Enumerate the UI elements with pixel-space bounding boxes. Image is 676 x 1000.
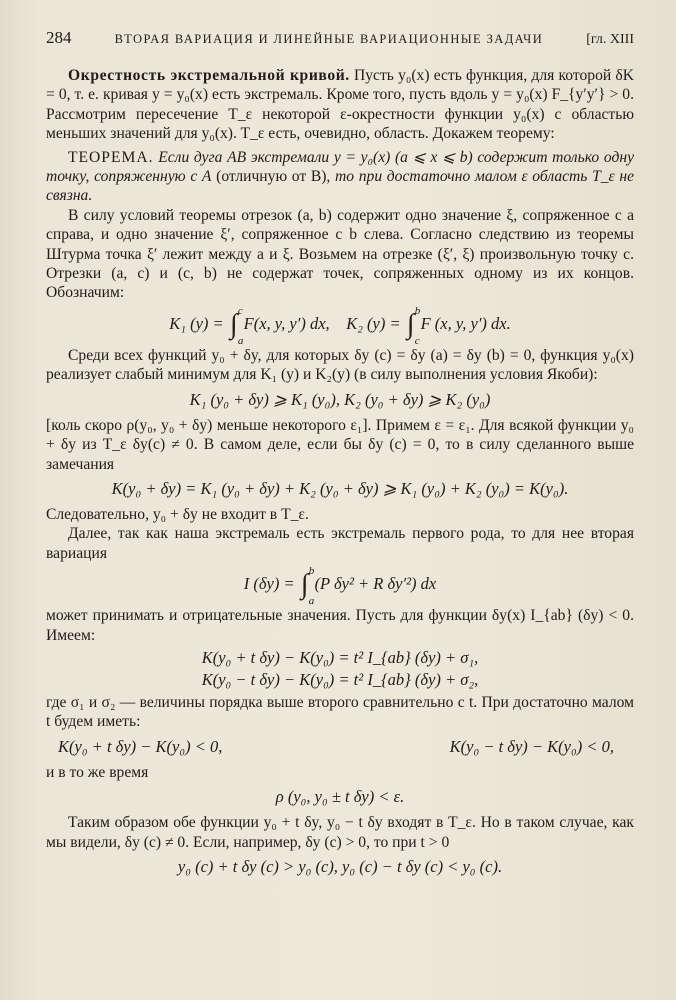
theorem-text-a: Если дуга AB экстремали y = y₀(x) (a ⩽ x ⩽ b) содержит только одну точку, сопряженную с A — [46, 148, 634, 186]
integral-sign: ∫ c a — [230, 314, 238, 336]
equation-last: y₀ (c) + t δy (c) > y₀ (c), y₀ (c) − t δy (c) < y₀ (c). — [177, 856, 503, 876]
proof-paragraph-7: где σ₁ и σ₂ — величины порядка выше второго сравнительно с t. При достаточно малом t будем иметь: — [46, 693, 634, 731]
integral-sign: ∫ b c — [407, 314, 415, 336]
page-header — [46, 28, 634, 48]
theorem-text-b: (отличную от B), — [216, 168, 331, 186]
equation-sum: K(y₀ + δy) = K₁ (y₀ + δy) + K₂ (y₀ + δy) ⩾ K₁ (y₀) + K₂ (y₀) = K(y₀). — [111, 478, 569, 498]
proof-paragraph-1: В силу условий теоремы отрезок (a, b) содержит одно значение ξ, сопряженное с a справа, и одно значение ξ′, сопряженное с b слева. Согласно следствию из теоремы Штурма точка ξ′ лежит между a и ξ. Возьмем на отрезке (ξ′, ξ) произвольную точку c. Отрезки (a, c) и (c, b) не содержат точек, сопряженных одному из их концов. Обозначим: — [46, 206, 634, 302]
theorem-text-c: то при достаточно малом ε область T_ε не связна. — [46, 168, 634, 205]
proof-paragraph-9: Таким образом обе функции y₀ + t δy, y₀ − t δy входят в T_ε. Но в таком случае, как мы видели, δy (c) ≠ 0. Если, например, δy (c) > 0, то при t > 0 — [46, 814, 634, 851]
section-paragraph — [46, 66, 634, 144]
proof-paragraph-3: [коль скоро ρ(y₀, y₀ + δy) меньше некоторого ε₁]. Примем ε = ε₁. Для всякой функции y₀ + δy из T_ε δy(c) ≠ 0. В самом деле, если бы δy (c) = 0, то в силу сделанного выше замечания — [46, 416, 634, 473]
running-title: ВТОРАЯ ВАРИАЦИЯ И ЛИНЕЙНЫЕ ВАРИАЦИОННЫЕ ЗАДАЧИ — [114, 32, 544, 46]
equation-k1-k2 — [46, 304, 634, 347]
equation-expansion-1: K(y₀ + t δy) − K(y₀) = t² I_{ab} (δy) + σ₁, — [201, 647, 479, 667]
equation-negative-pair — [46, 736, 634, 758]
equation-expansion-2: K(y₀ − t δy) − K(y₀) = t² I_{ab} (δy) + σ₂, — [201, 669, 479, 689]
section-title: Окрестность экстремальной кривой. — [68, 67, 350, 84]
equation-rho: ρ (y₀, y₀ ± t δy) < ε. — [275, 787, 405, 807]
theorem-label: ТЕОРЕМА. — [68, 148, 154, 166]
theorem-paragraph — [46, 148, 634, 206]
eq-k1-upper: c — [237, 304, 243, 317]
proof-paragraph-8: и в то же время — [46, 763, 149, 781]
eq-second-lhs: I (δy) = — [243, 574, 295, 594]
eq-k1-lhs: K₁ (y) = — [169, 313, 224, 333]
integral-sign: ∫ b a — [301, 574, 309, 596]
proof-paragraph-5: Далее, так как наша экстремаль есть экстремаль первого рода, то для нее вторая вариация — [46, 525, 634, 562]
eq-k1-lower: a — [237, 334, 244, 347]
chapter-label: [гл. XIII — [586, 32, 634, 47]
eq-k1-body: F(x, y, y′) dx, — [243, 313, 330, 333]
eq-neg-2: K(y₀ − t δy) − K(y₀) < 0, — [449, 736, 614, 756]
eq-second-upper: b — [308, 565, 315, 578]
eq-k2-lower: c — [414, 334, 420, 347]
proof-paragraph-2: Среди всех функций y₀ + δy, для которых δy (c) = δy (a) = δy (b) = 0, функция y₀(x) реализует слабый минимум для K₁ (y) и K₂(y) (в силу выполнения условия Якоби): — [46, 346, 634, 384]
proof-paragraph-4: Следовательно, y₀ + δy не входит в T_ε. — [46, 505, 309, 523]
eq-second-body: (P δy² + R δy′²) dx — [314, 574, 437, 594]
proof-paragraph-6: может принимать и отрицательные значения. Пусть для функции δy(x) I_{ab} (δy) < 0. Имеем: — [46, 607, 634, 644]
eq-second-lower: a — [308, 595, 315, 608]
equation-inequalities: K₁ (y₀ + δy) ⩾ K₁ (y₀), K₂ (y₀ + δy) ⩾ K₂ (y₀) — [189, 389, 491, 409]
section-text: Пусть y₀(x) есть функция, для которой δK = 0, т. е. кривая y = y₀(x) есть экстремаль. Кроме того, пусть вдоль y = y₀(x) F_{y′y′} > 0. Рассмотрим пересечение T_ε некоторой ε-окрестности функции y₀(x) с областью меньших значений для y₀(x). T_ε есть, очевидно, область. Докажем теорему: — [46, 67, 634, 143]
eq-k2-lhs: K₂ (y) = — [346, 313, 401, 333]
eq-k2-upper: b — [414, 304, 421, 317]
page-number: 284 — [46, 28, 72, 47]
equation-second-variation — [46, 565, 634, 608]
eq-k2-body: F (x, y, y′) dx. — [420, 313, 511, 333]
eq-neg-1: K(y₀ + t δy) − K(y₀) < 0, — [58, 736, 223, 756]
